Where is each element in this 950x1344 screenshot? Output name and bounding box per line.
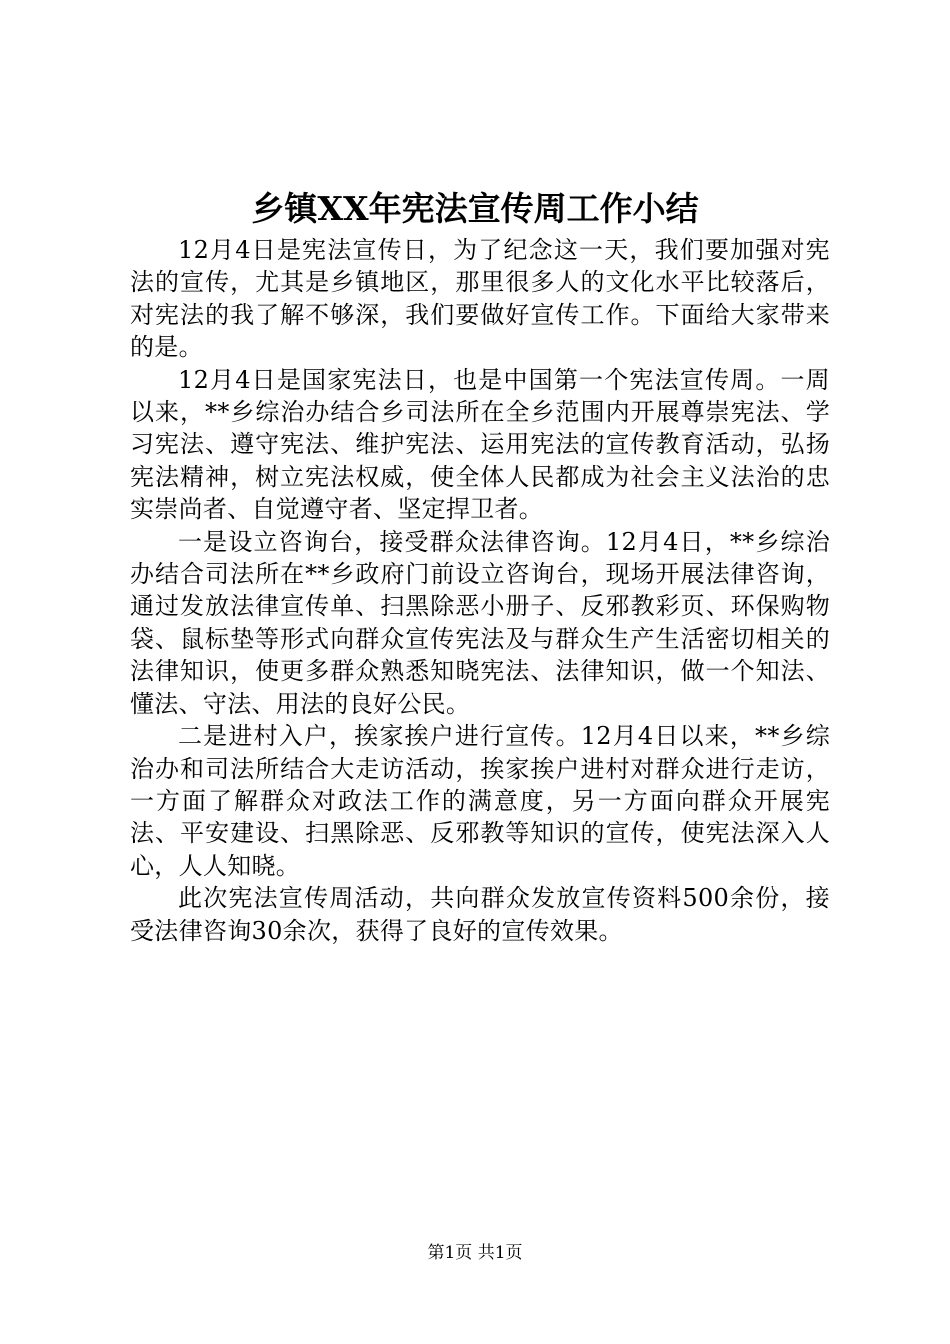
paragraph-intro: 12月4日是宪法宣传日，为了纪念这一天，我们要加强对宪法的宣传，尤其是乡镇地区，那里很多人的文化水平比较落后，对宪法的我了解不够深，我们要做好宣传工作。下面给大家带来的是。 (130, 236, 830, 362)
paragraph-consultation-desk: 一是设立咨询台，接受群众法律咨询。12月4日，**乡综治办结合司法所在**乡政府门前设立咨询台，现场开展法律咨询，通过发放法律宣传单、扫黑除恶小册子、反邪教彩页、环保购物袋、鼠标垫等形式向群众宣传宪法及与群众生产生活密切相关的法律知识，使更多群众熟悉知晓宪法、法律知识，做一个知法、懂法、守法、用法的良好公民。 (130, 527, 830, 718)
paragraph-results: 此次宪法宣传周活动，共向群众发放宣传资料500余份，接受法律咨询30余次，获得了良好的宣传效果。 (130, 884, 830, 945)
document-title: 乡镇XX年宪法宣传周工作小结 (251, 189, 699, 228)
paragraph-overview: 12月4日是国家宪法日，也是中国第一个宪法宣传周。一周以来，**乡综治办结合乡司法所在全乡范围内开展尊崇宪法、学习宪法、遵守宪法、维护宪法、运用宪法的宣传教育活动，弘扬宪法精神，树立宪法权威，使全体人民都成为社会主义法治的忠实崇尚者、自觉遵守者、坚定捍卫者。 (130, 365, 830, 524)
page-number: 第1页 共1页 (427, 1243, 523, 1263)
document-body (130, 234, 830, 947)
paragraph-village-visits: 二是进村入户，挨家挨户进行宣传。12月4日以来，**乡综治办和司法所结合大走访活动，挨家挨户进村对群众进行走访，一方面了解群众对政法工作的满意度，另一方面向群众开展宪法、平安建设、扫黑除恶、反邪教等知识的宣传，使宪法深入人心，人人知晓。 (130, 722, 830, 880)
